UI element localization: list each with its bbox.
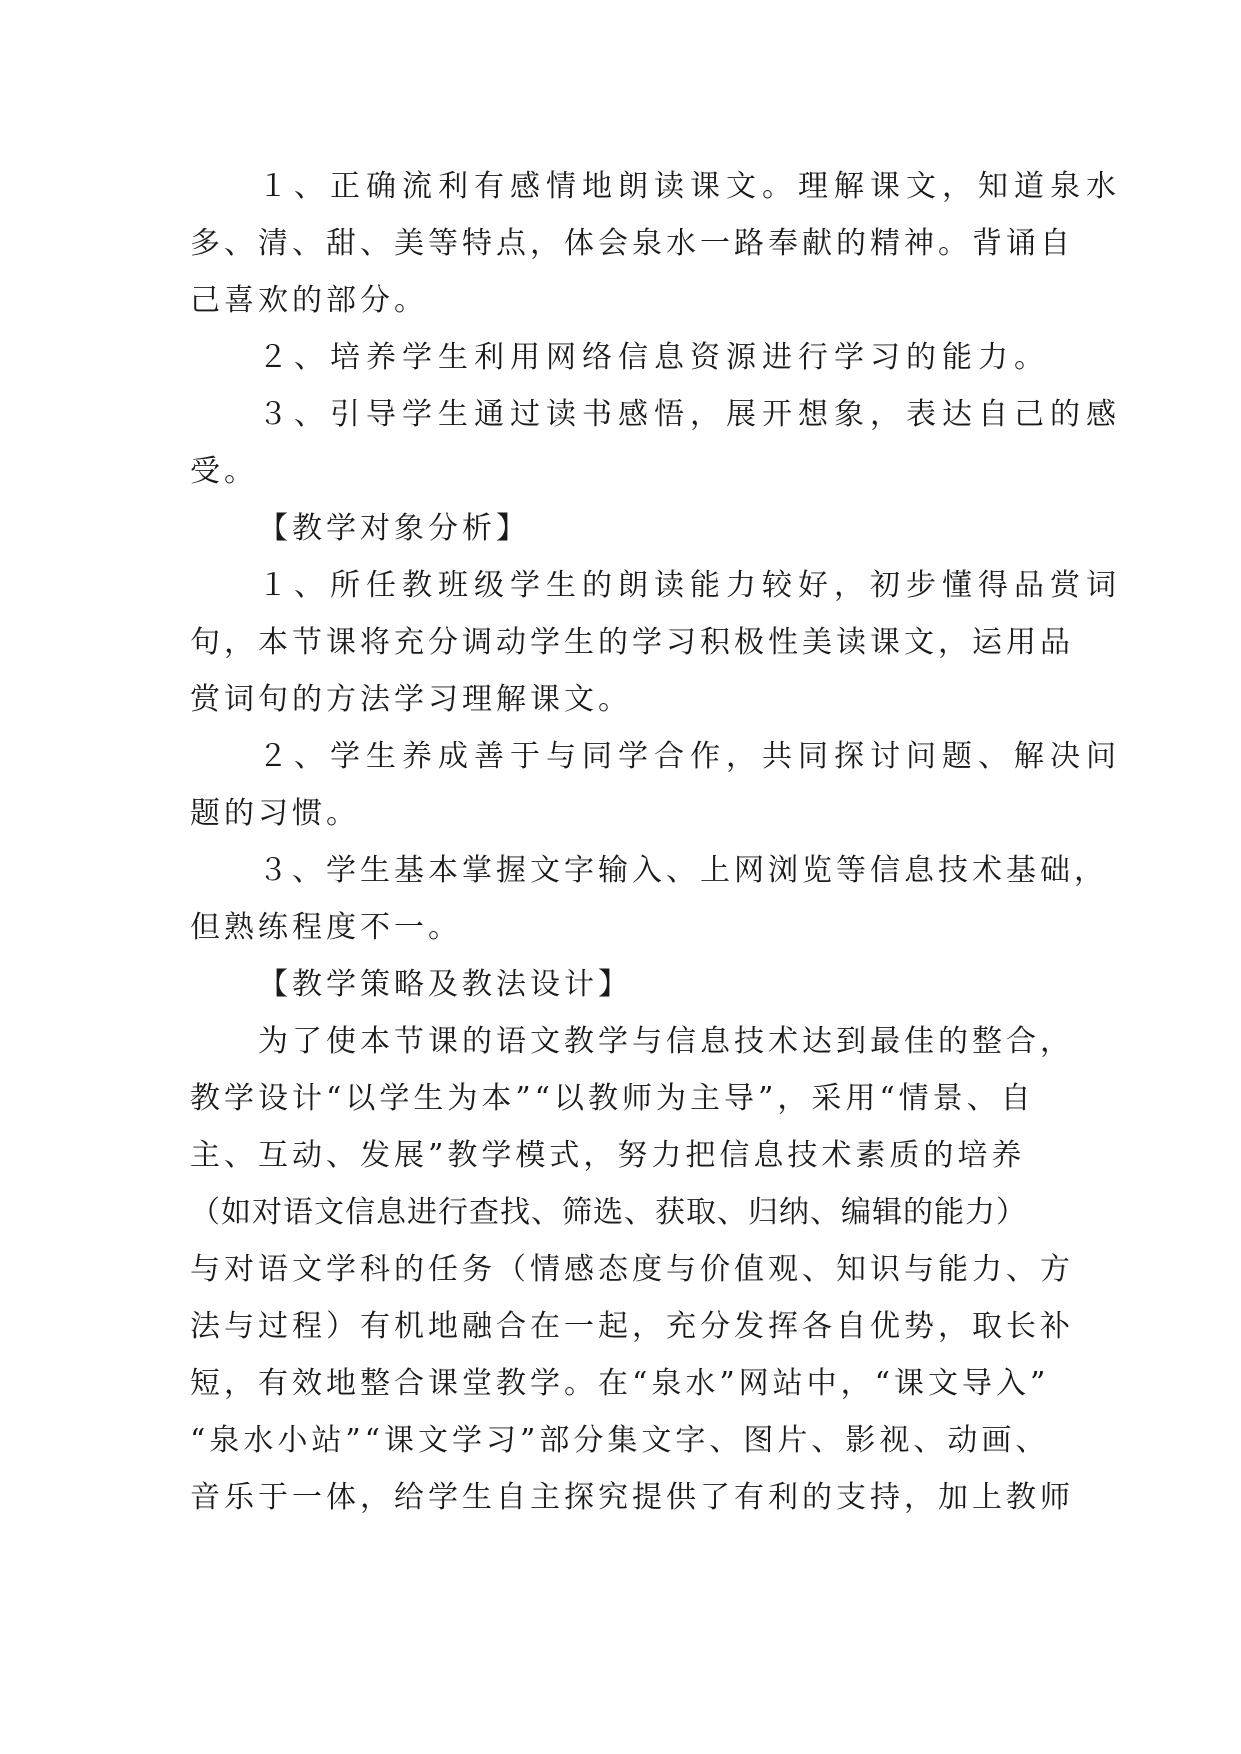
text-line-content: 为了使本节课的语文教学与信息技术达到最佳的整合，	[258, 1024, 1074, 1059]
text-line-content: １、所任教班级学生的朗读能力较好，初步懂得品赏词	[258, 568, 1122, 603]
text-line-content: １、正确流利有感情地朗读课文。理解课文，知道泉水	[258, 169, 1122, 204]
text-line-content: ２、学生养成善于与同学合作，共同探讨问题、解决问	[258, 739, 1122, 774]
text-line	[0, 1364, 1241, 1404]
text-line-content: 与对语文学科的任务（情感态度与价值观、知识与能力、方	[190, 1252, 1074, 1287]
text-line-content: ２、培养学生利用网络信息资源进行学习的能力。	[258, 340, 1050, 375]
section-heading	[0, 965, 1241, 1005]
text-line	[0, 851, 1241, 891]
text-line	[0, 737, 1241, 777]
section-heading-text: 【教学策略及教法设计】	[258, 967, 632, 1002]
text-line	[0, 338, 1241, 378]
text-line	[0, 680, 1241, 720]
text-line-content: 音乐于一体，给学生自主探究提供了有利的支持，加上教师	[190, 1480, 1074, 1515]
text-line-content: 短，有效地整合课堂教学。在“泉水”网站中，“课文导入”	[190, 1366, 1050, 1401]
text-line	[0, 1478, 1241, 1518]
text-line-content: 法与过程）有机地融合在一起，充分发挥各自优势，取长补	[190, 1309, 1074, 1344]
text-line	[0, 1193, 1241, 1233]
text-line-content: 主、互动、发展”教学模式，努力把信息技术素质的培养	[190, 1138, 1026, 1173]
text-line-content: 教学设计“以学生为本”“以教师为主导”，采用“情景、自	[190, 1081, 1035, 1116]
text-line-content: 句，本节课将充分调动学生的学习积极性美读课文，运用品	[190, 625, 1074, 660]
text-line	[0, 1250, 1241, 1290]
section-heading	[0, 509, 1241, 549]
section-heading-text: 【教学对象分析】	[258, 511, 530, 546]
text-line-content: ３、学生基本掌握文字输入、上网浏览等信息技术基础，	[258, 853, 1108, 888]
text-line-content: 赏词句的方法学习理解课文。	[190, 682, 632, 717]
text-line	[0, 1307, 1241, 1347]
text-line	[0, 623, 1241, 663]
text-line-content: 己喜欢的部分。	[190, 283, 428, 318]
text-line-content: （如对语文信息进行查找、筛选、获取、归纳、编辑的能力）	[190, 1195, 1027, 1230]
text-line	[0, 224, 1241, 264]
text-line	[0, 281, 1241, 321]
text-line	[0, 566, 1241, 606]
text-line	[0, 794, 1241, 834]
text-line-content: ３、引导学生通过读书感悟，展开想象，表达自己的感	[258, 397, 1122, 432]
text-line	[0, 908, 1241, 948]
text-line	[0, 452, 1241, 492]
text-line	[0, 1421, 1241, 1461]
text-line-content: 但熟练程度不一。	[190, 910, 462, 945]
text-line	[0, 1079, 1241, 1119]
text-line	[0, 1022, 1241, 1062]
text-line	[0, 1136, 1241, 1176]
text-line	[0, 167, 1241, 207]
text-line-content: “泉水小站”“课文学习”部分集文字、图片、影视、动画、	[190, 1423, 1050, 1458]
text-line	[0, 395, 1241, 435]
text-line-content: 多、清、甜、美等特点，体会泉水一路奉献的精神。背诵自	[190, 226, 1074, 261]
text-line-content: 题的习惯。	[190, 796, 360, 831]
text-line-content: 受。	[190, 454, 258, 489]
